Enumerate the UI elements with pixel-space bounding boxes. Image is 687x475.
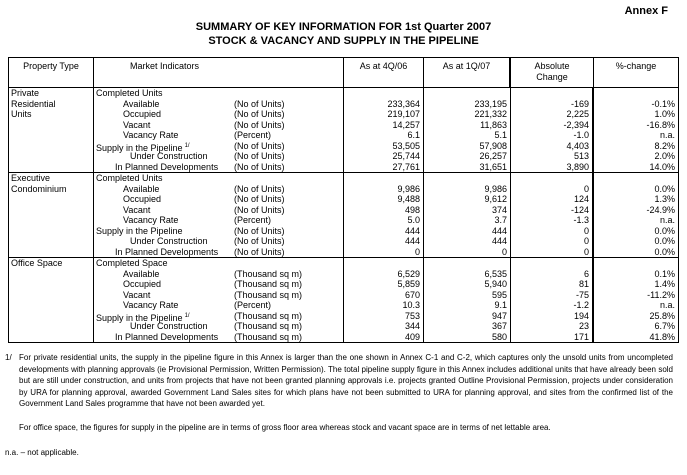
value-cell: 5,940 (424, 279, 511, 290)
header-absolute-change: Absolute Change (511, 58, 594, 87)
footnote-2-text: For office space, the figures for supply in the pipeline are in terms of gross floor area whereas stock and vacant space are in terms of net lettable area. (19, 422, 551, 432)
value-cell: 11,863 (424, 120, 511, 131)
market-indicator-cell (94, 205, 344, 216)
footnote-1 (5, 352, 681, 410)
market-indicator-cell (94, 279, 344, 290)
indicator-label: Available (123, 183, 160, 194)
footnote-ref: 1/ (184, 142, 190, 149)
footnote-ref: 1/ (184, 312, 190, 319)
value-cell: -0.1% (651, 98, 675, 109)
value-cell: 0 (511, 226, 594, 237)
unit-label: (Percent) (234, 130, 272, 140)
table-header-row (9, 58, 678, 88)
indicator-label: Supply in the Pipeline (96, 225, 183, 236)
value-cell: 14.0% (649, 161, 675, 172)
market-indicator-cell (94, 332, 344, 343)
property-type-cell (9, 88, 94, 172)
value-cell: 14,257 (344, 120, 424, 131)
unit-label: (No of Units) (234, 109, 285, 119)
table-row (94, 141, 678, 152)
indicator-label: Supply in the Pipeline $^{1/}$ (96, 142, 190, 153)
table-row (94, 194, 678, 205)
value-cell: 81 (511, 279, 594, 290)
value-cell (424, 88, 511, 99)
value-cell: 25,744 (344, 151, 424, 162)
table-row (94, 258, 678, 269)
market-indicator-cell (94, 184, 344, 195)
unit-label: (No of Units) (234, 140, 285, 151)
market-indicator-cell (94, 162, 344, 173)
value-cell: 947 (424, 311, 511, 322)
value-cell: 1.3% (654, 194, 675, 204)
value-cell: 233,364 (344, 99, 424, 110)
value-cell: 233,195 (424, 99, 511, 110)
value-cell: 0 (344, 247, 424, 258)
value-cell: 9,986 (424, 184, 511, 195)
unit-label: (No of Units) (234, 236, 285, 246)
value-cell: 31,651 (424, 162, 511, 173)
value-cell: 580 (424, 332, 511, 343)
table-section (9, 257, 678, 342)
indicator-label: Vacant (123, 119, 151, 130)
unit-label: (Percent) (234, 215, 272, 225)
value-cell: 498 (344, 205, 424, 216)
value-cell: 8.2% (654, 140, 675, 151)
value-cell: -1.0 (511, 130, 594, 141)
table-row (94, 226, 678, 237)
header-pct-change: %-change (615, 61, 657, 71)
unit-label: (Thousand sq m) (234, 289, 303, 300)
page-title (0, 21, 687, 48)
table-row (94, 173, 678, 184)
table-row (94, 109, 678, 120)
value-cell: 53,505 (344, 141, 424, 152)
indicator-label: Vacancy Rate (123, 130, 179, 140)
table-row (94, 321, 678, 332)
value-cell: 444 (424, 226, 511, 237)
unit-label: (No of Units) (234, 246, 285, 257)
value-cell: 409 (344, 332, 424, 343)
value-cell: 6 (511, 269, 594, 280)
unit-label: (Thousand sq m) (234, 268, 303, 279)
indicator-label: Available (123, 98, 160, 109)
page-title-line1: SUMMARY OF KEY INFORMATION FOR 1st Quarter 2007 (195, 21, 492, 33)
value-cell: 124 (511, 194, 594, 205)
value-cell: 25.8% (649, 310, 675, 321)
value-cell (424, 173, 511, 184)
value-cell: 0 (511, 184, 594, 195)
indicator-label: Occupied (123, 279, 162, 289)
value-cell: 194 (511, 311, 594, 322)
value-cell: 9.1 (424, 300, 511, 311)
value-cell (594, 173, 678, 184)
value-cell: 10.3 (344, 300, 424, 311)
table-body (9, 88, 678, 342)
table-row (94, 162, 678, 173)
value-cell: 9,612 (424, 194, 511, 205)
indicator-label: In Planned Developments (115, 161, 219, 172)
value-cell: 41.8% (649, 331, 675, 342)
value-cell: 1.0% (654, 109, 675, 119)
value-cell: 0.1% (654, 268, 675, 279)
table-section (9, 172, 678, 257)
footnote-marker: 1/ (5, 353, 12, 362)
market-indicator-cell (94, 311, 344, 322)
indicator-label: Vacant (123, 204, 151, 215)
value-cell: 0.0% (654, 225, 675, 236)
section-rows (94, 258, 678, 342)
value-cell: 595 (424, 290, 511, 301)
value-cell: 444 (344, 226, 424, 237)
value-cell: 6.7% (654, 321, 675, 331)
property-type-cell (9, 173, 94, 257)
value-cell (344, 173, 424, 184)
summary-table (8, 57, 679, 343)
indicator-label: Supply in the Pipeline $^{1/}$ (96, 312, 190, 323)
indicator-label: Under Construction (130, 321, 208, 331)
unit-label: (Thousand sq m) (234, 331, 303, 342)
table-row (94, 236, 678, 247)
table-row (94, 184, 678, 195)
value-cell: 9,488 (344, 194, 424, 205)
indicator-label: In Planned Developments (115, 246, 219, 257)
value-cell: 57,908 (424, 141, 511, 152)
property-type-line: Private (11, 88, 40, 98)
value-cell: 444 (344, 236, 424, 247)
table-row (94, 215, 678, 226)
value-cell: 367 (424, 321, 511, 332)
table-section (9, 88, 678, 172)
property-type-line: Executive (11, 173, 51, 183)
market-indicator-cell (94, 321, 344, 332)
value-cell: 27,761 (344, 162, 424, 173)
property-type-line: Condominium (11, 183, 67, 194)
value-cell (511, 173, 594, 184)
indicator-label: Occupied (123, 194, 162, 204)
value-cell: -169 (511, 99, 594, 110)
market-indicator-cell (94, 247, 344, 258)
value-cell: -124 (511, 205, 594, 216)
value-cell: n.a. (659, 130, 675, 140)
value-cell: 5.0 (344, 215, 424, 226)
table-row (94, 290, 678, 301)
value-cell: 0.0% (654, 246, 675, 257)
value-cell: 2,225 (511, 109, 594, 120)
market-indicator-cell (94, 141, 344, 152)
indicator-label: Under Construction (130, 236, 208, 246)
market-indicator-cell (94, 236, 344, 247)
unit-label: (Thousand sq m) (234, 279, 303, 289)
value-cell: 6,535 (424, 269, 511, 280)
market-indicator-cell (94, 269, 344, 280)
page-title-line2: STOCK & VACANCY AND SUPPLY IN THE PIPELINE (208, 34, 479, 47)
value-cell: -75 (511, 290, 594, 301)
indicator-label: Completed Units (96, 173, 163, 183)
value-cell: 5.1 (424, 130, 511, 141)
value-cell: 753 (344, 311, 424, 322)
value-cell: 513 (511, 151, 594, 162)
unit-label: (No of Units) (234, 151, 285, 161)
section-rows (94, 173, 678, 257)
value-cell: 221,332 (424, 109, 511, 120)
value-cell: 3,890 (511, 162, 594, 173)
value-cell: 26,257 (424, 151, 511, 162)
value-cell: 0.0% (654, 236, 675, 246)
value-cell (511, 258, 594, 269)
unit-label: (No of Units) (234, 161, 285, 172)
value-cell: 6.1 (344, 130, 424, 141)
value-cell: 670 (344, 290, 424, 301)
table-row (94, 205, 678, 216)
unit-label: (Thousand sq m) (234, 321, 303, 331)
unit-label: (No of Units) (234, 183, 285, 194)
value-cell: 1.4% (654, 279, 675, 289)
value-cell (344, 258, 424, 269)
market-indicator-cell (94, 151, 344, 162)
annex-label: Annex F (624, 5, 668, 17)
header-market-indicators: Market Indicators (94, 58, 344, 87)
indicator-label: Vacant (123, 289, 151, 300)
value-cell: -2,394 (511, 120, 594, 131)
unit-label: (No of Units) (234, 204, 285, 215)
value-cell: 6,529 (344, 269, 424, 280)
indicator-label: Vacancy Rate (123, 300, 179, 310)
property-type-line: Office Space (11, 258, 63, 268)
value-cell: 0 (511, 247, 594, 258)
market-indicator-cell (94, 300, 344, 311)
header-property-type: Property Type (9, 58, 94, 87)
market-indicator-cell (94, 226, 344, 237)
section-rows (94, 88, 678, 172)
table-row (94, 279, 678, 290)
unit-label: (No of Units) (234, 194, 285, 204)
market-indicator-cell (94, 88, 344, 99)
value-cell: -1.2 (511, 300, 594, 311)
table-row (94, 311, 678, 322)
market-indicator-cell (94, 109, 344, 120)
table-row (94, 247, 678, 258)
market-indicator-cell (94, 258, 344, 269)
footnote-1-text: For private residential units, the supply in the pipeline figure in this Annex is larger than the one shown in Annex C-1 and C-2, which captures only the unsold units from uncompleted developments with planning approvals (ie Provisional Permission, Written Permission). The total pipeline supply figure in this Annex includes additional units that have already been sold but are still under construction, and units from projects that have not been granted planning approvals i.e. projects granted Outline Provisional Permission, projects under consideration by URA for planning approval, awarded Government Land Sales sites for which plans have not been submitted to URA for planning approval, and sites from the confirmed list of the Government Land Sales programme that have not been awarded yet. (19, 353, 673, 409)
value-cell (594, 258, 678, 269)
value-cell: 374 (424, 205, 511, 216)
value-cell: 219,107 (344, 109, 424, 120)
value-cell (424, 258, 511, 269)
table-row (94, 99, 678, 110)
value-cell: 0 (424, 247, 511, 258)
market-indicator-cell (94, 290, 344, 301)
value-cell (594, 88, 678, 99)
value-cell: -24.9% (646, 204, 675, 215)
header-as-at-1q07: As at 1Q/07 (424, 58, 511, 87)
market-indicator-cell (94, 120, 344, 131)
value-cell: 444 (424, 236, 511, 247)
header-as-at-4q06: As at 4Q/06 (344, 58, 424, 87)
value-cell: -11.2% (647, 289, 675, 300)
indicator-label: Occupied (123, 109, 162, 119)
value-cell: 0.0% (654, 183, 675, 194)
market-indicator-cell (94, 130, 344, 141)
property-type-cell (9, 258, 94, 342)
table-row (94, 130, 678, 141)
value-cell: 23 (511, 321, 594, 332)
unit-label: (No of Units) (234, 98, 285, 109)
indicator-label: Vacancy Rate (123, 215, 179, 225)
value-cell: 3.7 (424, 215, 511, 226)
property-type-line: Units (11, 109, 32, 119)
market-indicator-cell (94, 194, 344, 205)
indicator-label: Completed Units (96, 88, 163, 98)
unit-label: (Percent) (234, 300, 272, 310)
unit-label: (No of Units) (234, 119, 285, 130)
indicator-label: In Planned Developments (115, 331, 219, 342)
indicator-label: Completed Space (96, 258, 168, 268)
value-cell: n.a. (659, 300, 675, 310)
property-type-line: Residential (11, 98, 56, 109)
footnotes (5, 352, 681, 458)
value-cell: n.a. (659, 215, 675, 225)
table-row (94, 120, 678, 131)
market-indicator-cell (94, 99, 344, 110)
value-cell (511, 88, 594, 99)
value-cell: 344 (344, 321, 424, 332)
value-cell: 0 (511, 236, 594, 247)
indicator-label: Available (123, 268, 160, 279)
unit-label: (No of Units) (234, 225, 285, 236)
value-cell: 4,403 (511, 141, 594, 152)
indicator-label: Under Construction (130, 151, 208, 161)
table-row (94, 269, 678, 280)
table-row (94, 332, 678, 343)
unit-label: (Thousand sq m) (234, 310, 303, 321)
value-cell: -16.8% (646, 119, 675, 130)
market-indicator-cell (94, 215, 344, 226)
table-row (94, 151, 678, 162)
na-note: n.a. – not applicable. (5, 447, 79, 457)
value-cell: 171 (511, 332, 594, 343)
value-cell: 9,986 (344, 184, 424, 195)
value-cell: 5,859 (344, 279, 424, 290)
market-indicator-cell (94, 173, 344, 184)
value-cell: -1.3 (511, 215, 594, 226)
value-cell (344, 88, 424, 99)
table-row (94, 88, 678, 99)
table-row (94, 300, 678, 311)
value-cell: 2.0% (654, 151, 675, 161)
